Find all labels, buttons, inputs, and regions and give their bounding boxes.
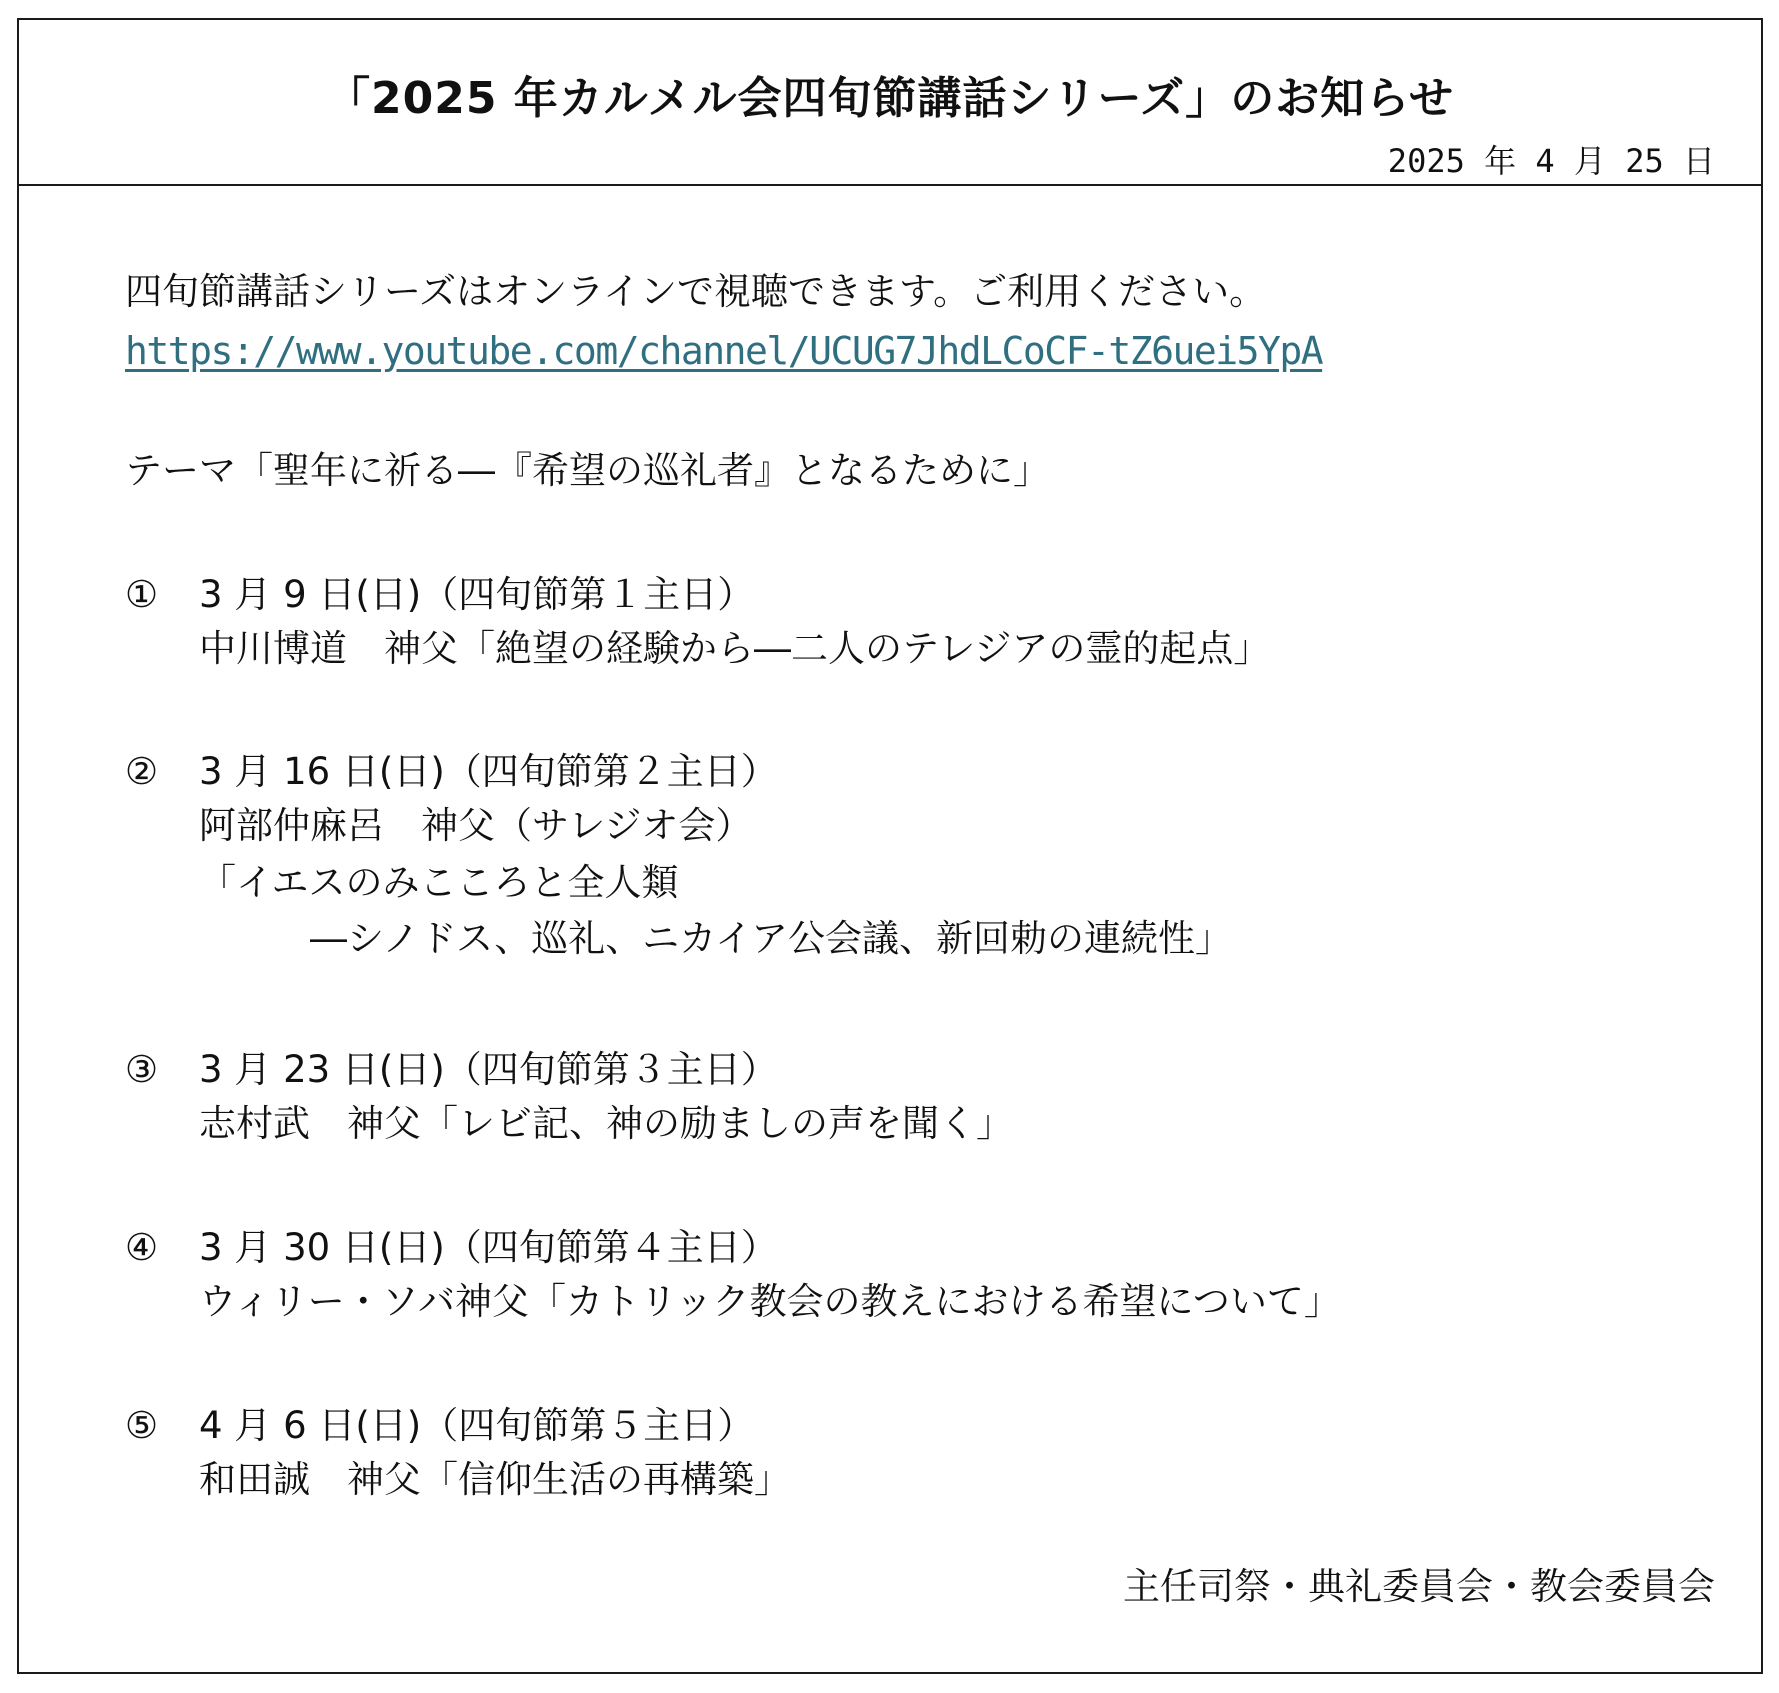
session-speaker-title: 志村武 神父「レビ記、神の励ましの声を聞く」 — [199, 1102, 1013, 1145]
notice-title: 「2025 年カルメル会四旬節講話シリーズ」のお知らせ — [326, 73, 1454, 124]
notice-date: 2025 年 4 月 25 日 — [1387, 142, 1715, 180]
session-subtitle: ―シノドス、巡礼、ニカイア公会議、新回勅の連続性」 — [199, 917, 1233, 960]
session-number: ② — [125, 750, 159, 793]
notice-signature: 主任司祭・典礼委員会・教会委員会 — [1123, 1565, 1715, 1608]
session-number: ③ — [125, 1048, 159, 1091]
notice-frame — [17, 18, 1763, 1674]
session-speaker: 阿部仲麻呂 神父（サレジオ会） — [199, 804, 753, 847]
session-speaker-title: ウィリー・ソバ神父「カトリック教会の教えにおける希望について」 — [199, 1280, 1341, 1323]
session-date: 3 月 16 日(日)（四旬節第２主日） — [199, 750, 778, 793]
session-date: 3 月 9 日(日)（四旬節第１主日） — [199, 573, 755, 616]
session-title: 「イエスのみこころと全人類 — [199, 861, 679, 904]
session-number: ④ — [125, 1226, 159, 1269]
session-date: 3 月 30 日(日)（四旬節第４主日） — [199, 1226, 778, 1269]
session-date: 4 月 6 日(日)（四旬節第５主日） — [199, 1404, 755, 1447]
theme-text: テーマ「聖年に祈る―『希望の巡礼者』となるために」 — [125, 449, 1050, 492]
notice-header — [19, 20, 1761, 186]
session-number: ① — [125, 573, 159, 616]
session-speaker-title: 中川博道 神父「絶望の経験から―二人のテレジアの霊的起点」 — [199, 627, 1271, 670]
session-speaker-title: 和田誠 神父「信仰生活の再構築」 — [199, 1458, 791, 1501]
session-date: 3 月 23 日(日)（四旬節第３主日） — [199, 1048, 778, 1091]
youtube-channel-link[interactable]: https://www.youtube.com/channel/UCUG7JhdLCoCF-tZ6uei5YpA — [125, 329, 1323, 373]
intro-text: 四旬節講話シリーズはオンラインで視聴できます。ご利用ください。 — [125, 270, 1267, 313]
session-number: ⑤ — [125, 1404, 159, 1447]
